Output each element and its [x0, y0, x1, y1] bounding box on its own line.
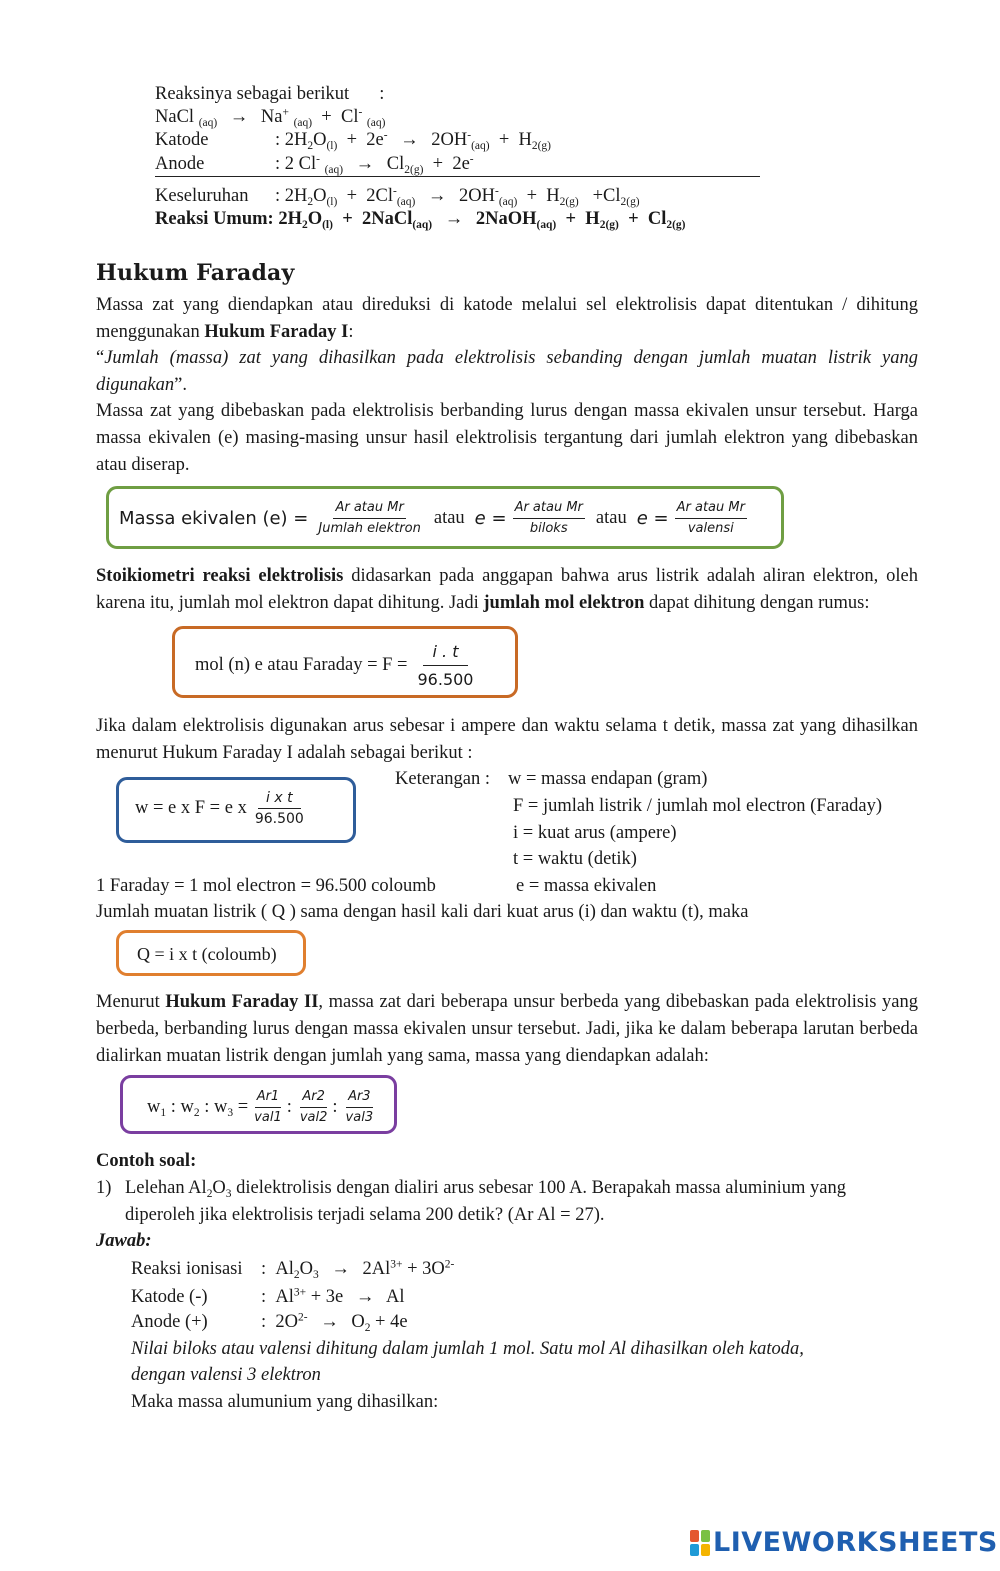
note-f: F = jumlah listrik / jumlah mol electron (Faraday) [513, 796, 883, 816]
general-reaction: Reaksi Umum: $2H_2O_{(l)}$ + 2NaCl$_{(aq)}$ → 2NaOH$_{(aq)}$ + $H_{2(g)} + Cl_{2(g)}$ [155, 209, 686, 231]
overall-reaction: : $2H_2O_{(l)} + 2Cl^-_{(aq)} \to 2OH^-_{(aq)} + H_{2(g)} +Cl_{2(g)}$ [275, 185, 640, 208]
valence-note-2: dengan valensi 3 elektron [131, 1365, 321, 1385]
mol-fraction: $\frac{i . t}{96.500}$ [417, 642, 474, 689]
ratio-fraction-3: $\frac{Ar3}{\text{val3}}$ [345, 1089, 374, 1125]
anode-ex-label: Anode (+) [131, 1312, 208, 1332]
katode-reaction: : $2H_2O_{(l)} + 2e^- \to 2OH^-_{(aq)} + H_{2(g)}$ [275, 129, 551, 152]
valence-note-1: Nilai biloks atau valensi dihitung dalam jumlah 1 mol. Satu mol Al dihasilkan oleh katoda, [131, 1339, 804, 1359]
equiv-or-2: atau [595, 507, 627, 528]
answer-label: Jawab: [96, 1231, 152, 1251]
equiv-fraction-1: $\frac{\text{Ar atau Mr}}{\text{Jumlah elektron}}$ [318, 500, 421, 536]
charge-formula-box [116, 930, 306, 976]
ratio-sep-2: : [332, 1096, 338, 1117]
stoichiometry-paragraph: Stoikiometri reaksi elektrolisis didasarkan pada anggapan bahwa arus listrik adalah aliran elektron, oleh karena itu, jumlah mol elektron dapat dihitung. Jadi jumlah mol elektron dapat dihitung dengan rumus: [96, 566, 918, 613]
mass-formula-label: w = e x F = e x [135, 797, 247, 818]
ratio-fraction-2: $\frac{Ar2}{\text{val2}}$ [299, 1089, 328, 1125]
note-i: i = kuat arus (ampere) [513, 823, 677, 843]
overall-label: Keseluruhan [155, 186, 249, 206]
mass-fraction: $\frac{\text{i x t}}{96.500}$ [254, 790, 304, 827]
section-title: Hukum Faraday [96, 260, 295, 286]
liveworksheets-logo: LIVEWORKSHEETS [690, 1526, 998, 1560]
liveworksheets-logo-icon [690, 1530, 710, 1556]
katode-label: Katode [155, 130, 209, 150]
equiv-e-3: e = [636, 507, 669, 529]
ratio-fraction-1: $\frac{Ar1}{\text{val1}}$ [254, 1089, 282, 1125]
ratio-formula-box [120, 1075, 397, 1134]
note-e: e = massa ekivalen [516, 876, 657, 896]
note-w: w = massa endapan (gram) [508, 769, 708, 789]
equiv-label: Massa ekivalen (e) = [119, 507, 309, 529]
reaction-intro: Reaksinya sebagai berikut : [155, 84, 385, 104]
reaction-divider [155, 176, 760, 177]
equiv-e-2: e = [474, 507, 507, 529]
question-number: 1) [96, 1178, 112, 1198]
anode-label: Anode [155, 154, 205, 174]
mass-formula-box [116, 777, 356, 843]
charge-formula: Q = i x t (coloumb) [137, 944, 277, 964]
faraday-law1-quote: “Jumlah (massa) zat yang dihasilkan pada elektrolisis sebanding dengan jumlah muatan listrik yang digunakan”. [96, 348, 918, 395]
faraday-intro: Massa zat yang diendapkan atau direduksi di katode melalui sel elektrolisis dapat ditentukan / dihitung menggunakan Hukum Faraday I: [96, 295, 918, 342]
example-heading: Contoh soal: [96, 1151, 197, 1171]
cathode-reaction: : $Al^{3+} + 3e \to Al$ [261, 1286, 405, 1307]
equivalent-mass-paragraph: Massa zat yang dibebaskan pada elektrolisis berbanding lurus dengan massa ekivalen unsur tersebut. Harga massa ekivalen (e) masing-masing unsur hasil elektrolisis tergantung dari jumlah elektron yang dibebaskan atau diserap. [96, 401, 918, 475]
nacl-reaction: NaCl $_{(aq)}$ → Na+ $_{(aq)}$ + Cl- $_{(aq)}$ [155, 106, 386, 129]
equiv-or-1: atau [433, 507, 465, 528]
equiv-fraction-2: $\frac{\text{Ar atau Mr}}{\text{biloks}}$ [514, 500, 583, 536]
charge-paragraph: Jumlah muatan listrik ( Q ) sama dengan hasil kali dari kuat arus (i) dan waktu (t), maka [96, 902, 749, 922]
mol-formula-label: mol (n) e atau Faraday = F = [195, 655, 408, 676]
anode-reaction: : 2 Cl- $_{(aq)} \to Cl_{2(g)} + 2e^-$ [275, 153, 474, 176]
keterangan-label: Keterangan : [395, 769, 491, 789]
ratio-lhs: $w_1$ : $w_2$ : $w_3$ = [147, 1096, 249, 1119]
ionization-label: Reaksi ionisasi [131, 1259, 243, 1279]
question-line-1: Lelehan $Al_2O_3$ dielektrolisis dengan dialiri arus sebesar 100 A. Berapakah massa aluminium yang [125, 1178, 846, 1200]
anode-ex-reaction: : $2O^{2-} \to O_2 + 4e$ [261, 1311, 408, 1334]
note-t: t = waktu (detik) [513, 849, 637, 869]
law2-paragraph: Menurut Hukum Faraday II, massa zat dari beberapa unsur berbeda yang dibebaskan pada elektrolisis yang berbeda, berbanding lurus dengan massa ekivalen unsur tersebut. Jadi, jika ke dalam beberapa larutan berbeda dialirkan muatan listrik dengan jumlah yang sama, massa yang diendapkan adalah: [96, 992, 918, 1066]
equivalent-mass-box [106, 486, 784, 549]
question-line-2: diperoleh jika elektrolisis terjadi selama 200 detik? (Ar Al = 27). [125, 1205, 605, 1225]
ratio-sep-1: : [286, 1096, 292, 1117]
ionization-reaction: : $Al_2O_3 \to 2Al^{3+} + 3O^{2-}$ [261, 1258, 455, 1281]
final-line: Maka massa alumunium yang dihasilkan: [131, 1392, 439, 1412]
law1-calc-intro: Jika dalam elektrolisis digunakan arus sebesar i ampere dan waktu selama t detik, massa zat yang dihasilkan menurut Hukum Faraday I adalah sebagai berikut : [96, 716, 918, 763]
faraday-definition: 1 Faraday = 1 mol electron = 96.500 coloumb [96, 876, 436, 896]
mol-electron-box [172, 626, 518, 698]
cathode-label: Katode (-) [131, 1287, 208, 1307]
equiv-fraction-3: $\frac{\text{Ar atau Mr}}{\text{valensi}}$ [676, 500, 745, 536]
